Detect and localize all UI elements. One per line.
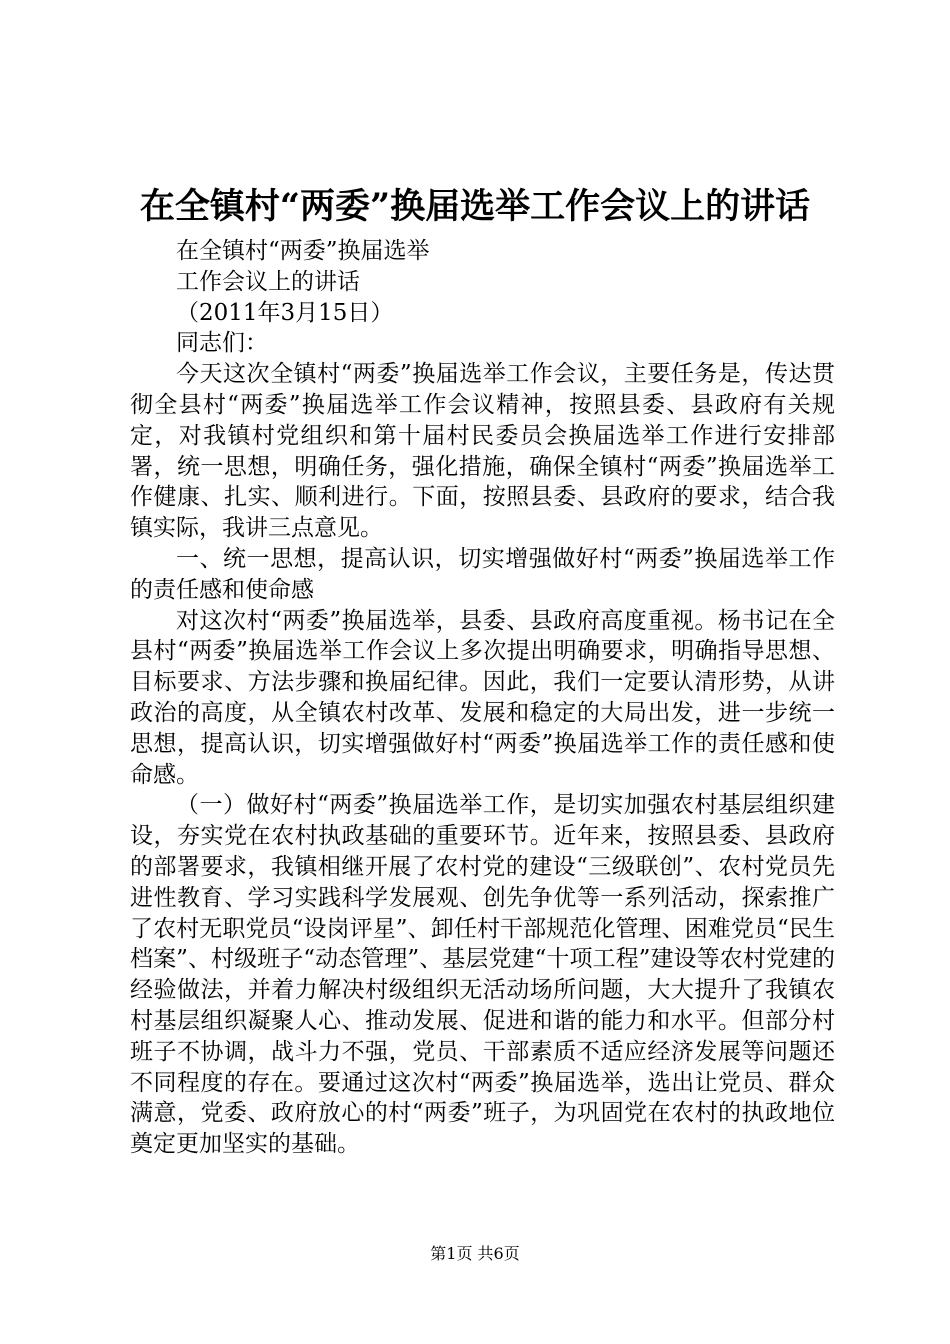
heading-line-2: 工作会议上的讲话 xyxy=(176,268,360,295)
document-body xyxy=(130,236,835,1160)
heading-line-1: 在全镇村“两委”换届选举 xyxy=(176,238,430,264)
speech-date: （2011年3月15日） xyxy=(176,299,394,326)
page-number: 第1页 共6页 xyxy=(430,1244,520,1263)
document-title: 在全镇村“两委”换届选举工作会议上的讲话 xyxy=(139,186,811,227)
paragraph-intro: 今天这次全镇村“两委”换届选举工作会议，主要任务是，传达贯彻全县村“两委”换届选举工作会议精神，按照县委、县政府有关规定，对我镇村党组织和第十届村民委员会换届选举工作进行安排部署，统一思想，明确任务，强化措施，确保全镇村“两委”换届选举工作健康、扎实、顺利进行。下面，按照县委、县政府的要求，结合我镇实际，我讲三点意见。 xyxy=(130,361,835,542)
salutation: 同志们： xyxy=(176,330,268,357)
paragraph-subsection-1: （一）做好村“两委”换届选举工作，是切实加强农村基层组织建设，夯实党在农村执政基础的重要环节。近年来，按照县委、县政府的部署要求，我镇相继开展了农村党的建设“三级联创”、农村党员先进性教育、学习实践科学发展观、创先争优等一系列活动，探索推广了农村无职党员“设岗评星”、卸任村干部规范化管理、困难党员“民生档案”、村级班子“动态管理”、基层党建“十项工程”建设等农村党建的经验做法，并着力解决村级组织无活动场所问题，大大提升了我镇农村基层组织凝聚人心、推动发展、促进和谐的能力和水平。但部分村班子不协调，战斗力不强，党员、干部素质不适应经济发展等问题还不同程度的存在。要通过这次村“两委”换届选举，选出让党员、群众满意，党委、政府放心的村“两委”班子，为巩固党在农村的执政地位奠定更加坚实的基础。 xyxy=(130,792,835,1158)
section-heading-1: 一、统一思想，提高认识，切实增强做好村“两委”换届选举工作的责任感和使命感 xyxy=(130,545,835,603)
paragraph-section-1: 对这次村“两委”换届选举，县委、县政府高度重视。杨书记在全县村“两委”换届选举工作会议上多次提出明确要求，明确指导思想、目标要求、方法步骤和换届纪律。因此，我们一定要认清形势，从讲政治的高度，从全镇农村改革、发展和稳定的大局出发，进一步统一思想，提高认识，切实增强做好村“两委”换届选举工作的责任感和使命感。 xyxy=(130,607,835,788)
